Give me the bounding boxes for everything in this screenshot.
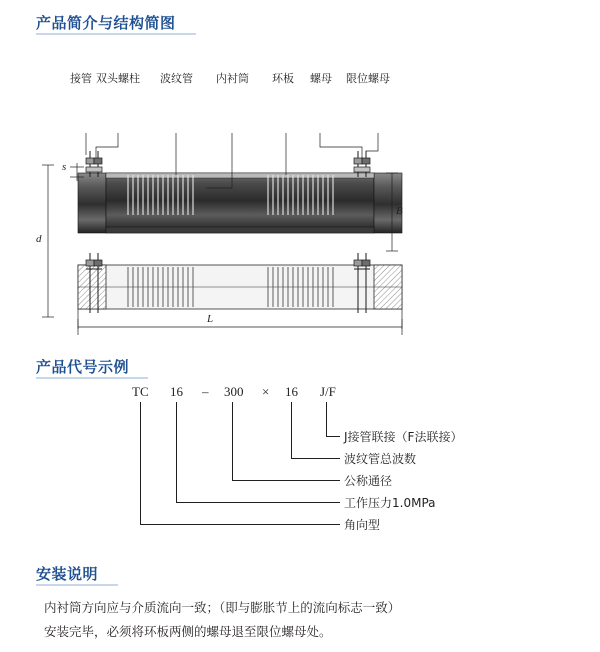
section-rule-code <box>36 377 148 379</box>
callout-label-6: 限位螺母 <box>346 72 390 85</box>
callout-label-5: 螺母 <box>310 72 332 85</box>
section-rule-intro <box>36 33 196 35</box>
leader-vline-2 <box>232 402 233 480</box>
dim-label-B: B <box>396 205 403 217</box>
leader-hline-4 <box>140 524 340 525</box>
leader-hline-2 <box>232 480 340 481</box>
leader-hline-0 <box>326 436 340 437</box>
install-notes <box>44 598 574 647</box>
callout-label-4: 环板 <box>272 72 294 85</box>
code-desc-1: 波纹管总波数 <box>344 452 417 466</box>
leader-vline-4 <box>140 402 141 524</box>
code-token-3: 300 <box>224 384 244 399</box>
code-desc-0: J接管联接（F法联接） <box>344 430 463 444</box>
code-token-6: J/F <box>320 384 336 399</box>
section-title-intro: 产品简介与结构简图 <box>36 15 176 32</box>
leader-hline-3 <box>176 502 340 503</box>
section-title-code: 产品代号示例 <box>36 359 130 376</box>
code-desc-4: 角向型 <box>344 518 381 532</box>
leader-vline-3 <box>176 402 177 502</box>
install-note-1: 安装完毕，必须将环板两侧的螺母退至限位螺母处。 <box>44 624 332 640</box>
callout-label-0: 接管 <box>70 72 92 85</box>
leader-vline-1 <box>291 402 292 458</box>
structure-diagram <box>0 55 600 345</box>
section-rule-install <box>36 584 118 586</box>
code-desc-2: 公称通径 <box>344 474 393 488</box>
leader-hline-1 <box>291 458 340 459</box>
code-token-1: 16 <box>170 384 183 399</box>
callout-label-2: 波纹管 <box>160 72 193 85</box>
callout-label-1: 双头螺柱 <box>96 72 140 85</box>
product-code-example <box>0 380 600 550</box>
callout-label-3: 内衬筒 <box>216 72 249 85</box>
dim-label-s: s <box>62 161 67 173</box>
code-token-2: – <box>202 384 209 399</box>
code-desc-3: 工作压力1.0MPa <box>344 496 436 510</box>
structure-diagram-svg <box>0 55 600 345</box>
section-title-install: 安装说明 <box>36 566 99 583</box>
dim-label-d: d <box>36 233 42 245</box>
install-note-0: 内衬筒方向应与介质流向一致；（即与膨胀节上的流向标志一致） <box>44 600 401 615</box>
dim-label-L: L <box>207 313 214 325</box>
code-token-4: × <box>262 384 270 399</box>
code-token-5: 16 <box>285 384 298 399</box>
code-token-0: TC <box>132 384 149 399</box>
leader-vline-0 <box>326 402 327 436</box>
